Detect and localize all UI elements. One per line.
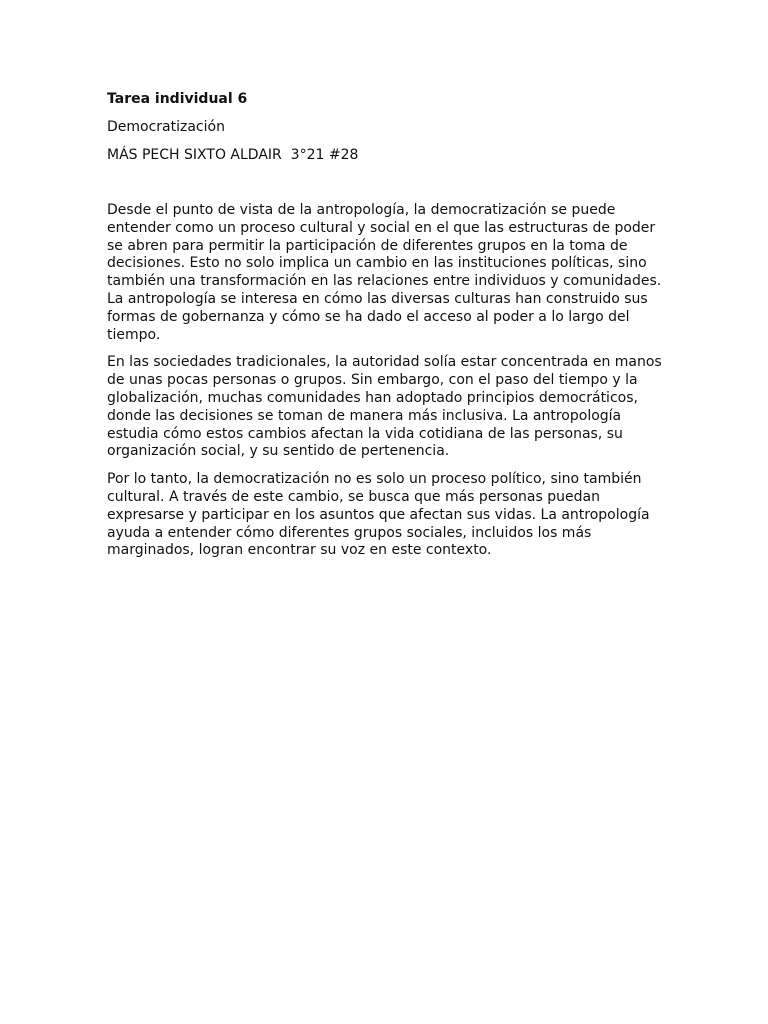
- document-page: [107, 90, 667, 570]
- paragraph-1: Desde el punto de vista de la antropología, la democratización se puede entender como un proceso cultural y social en el que las estructuras de poder se abren para permitir la participación de diferentes grupos en la toma de decisiones. Esto no solo implica un cambio en las instituciones políticas, sino también una transformación en las relaciones entre individuos y comunidades. La antropología se interesa en cómo las diversas culturas han construido sus formas de gobernanza y cómo se ha dado el acceso al poder a lo largo del tiempo.: [107, 202, 662, 343]
- paragraph-2: En las sociedades tradicionales, la autoridad solía estar concentrada en manos de unas pocas personas o grupos. Sin embargo, con el paso del tiempo y la globalización, muchas comunidades han adoptado principios democráticos, donde las decisiones se toman de manera más inclusiva. La antropología estudia cómo estos cambios afectan la vida cotidiana de las personas, su organización social, y su sentido de pertenencia.: [107, 354, 662, 460]
- author-line: MÁS PECH SIXTO ALDAIR 3°21 #28: [107, 147, 359, 163]
- document-subtitle: Democratización: [107, 119, 225, 135]
- document-title: Tarea individual 6: [107, 91, 248, 107]
- paragraph-3: Por lo tanto, la democratización no es solo un proceso político, sino también cultural. A través de este cambio, se busca que más personas puedan expresarse y participar en los asuntos que afectan sus vidas. La antropología ayuda a entender cómo diferentes grupos sociales, incluidos los más marginados, logran encontrar su voz en este contexto.: [107, 471, 650, 559]
